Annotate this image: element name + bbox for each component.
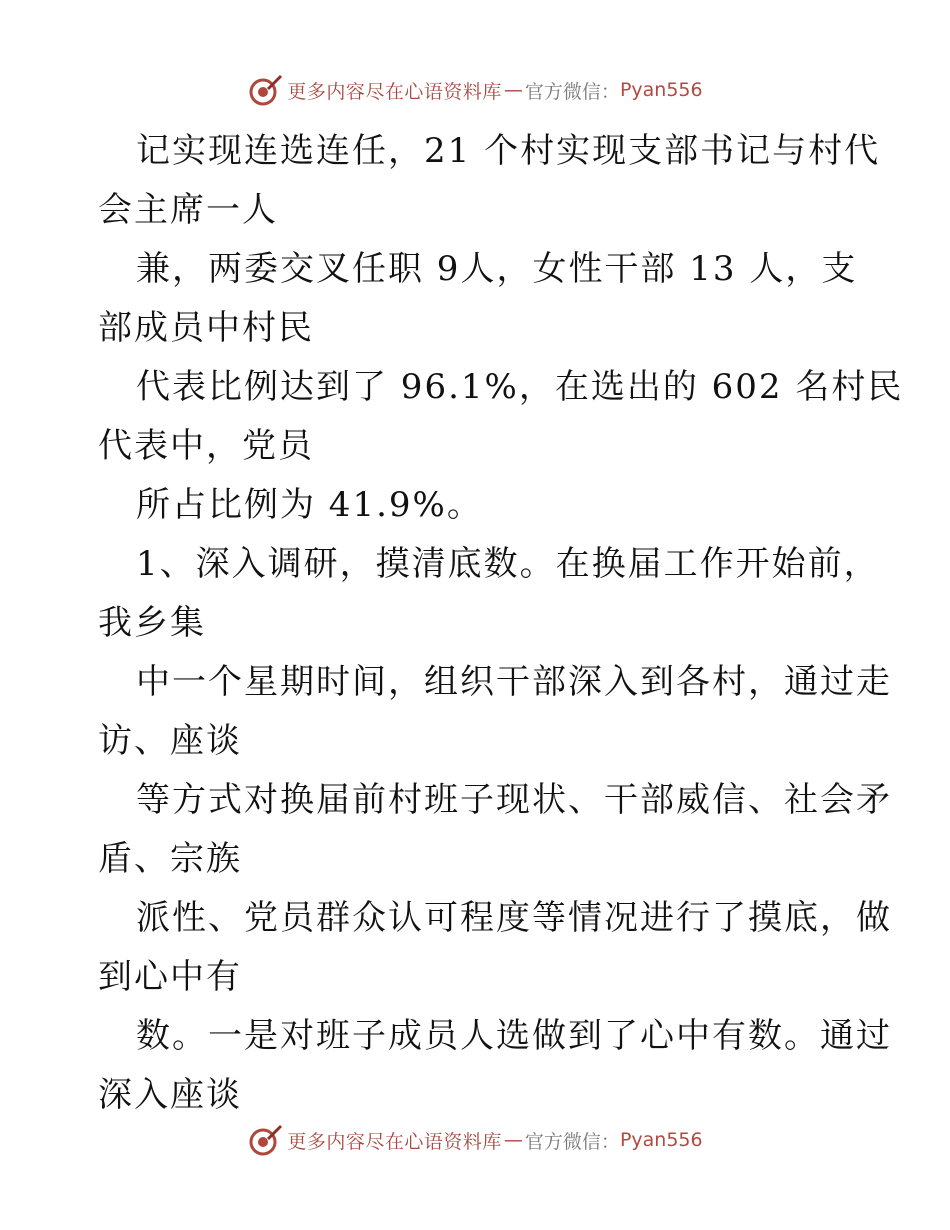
- watermark-official-label: 官方微信：: [524, 1130, 620, 1153]
- watermark-dash: —: [503, 1129, 523, 1151]
- watermark-dash: —: [503, 79, 523, 101]
- text-line: 记实现连选连任，21 个村实现支部书记与村代: [136, 131, 881, 171]
- text-line: 等方式对换届前村班子现状、干部威信、社会矛: [136, 780, 892, 820]
- text-line: 我乡集: [98, 603, 206, 643]
- watermark-wechat-id: Pyan556: [619, 79, 703, 101]
- text-line: 1、深入调研，摸清底数。在换届工作开始前，: [136, 544, 880, 584]
- brush-logo-icon: [247, 72, 283, 108]
- brush-logo-icon: [247, 1122, 283, 1158]
- document-body: [98, 122, 904, 1125]
- text-line: 代表比例达到了 96.1%，在选出的 602 名村民: [136, 367, 904, 407]
- text-line: 数。一是对班子成员人选做到了心中有数。通过: [136, 1016, 892, 1056]
- watermark-official-label: 官方微信：: [524, 80, 620, 103]
- watermark-site-text: 更多内容尽在心语资料库: [287, 80, 502, 103]
- text-line: 所占比例为 41.9%。: [136, 485, 483, 525]
- header-watermark: [0, 70, 950, 110]
- text-line: 兼，两委交叉任职 9人，女性干部 13 人，支: [136, 249, 858, 289]
- text-line: 深入座谈: [98, 1075, 242, 1115]
- watermark-site-text: 更多内容尽在心语资料库: [287, 1130, 502, 1153]
- text-line: 派性、党员群众认可程度等情况进行了摸底，做: [136, 898, 892, 938]
- text-line: 盾、宗族: [98, 839, 242, 879]
- footer-watermark: [0, 1120, 950, 1160]
- text-line: 访、座谈: [98, 721, 242, 761]
- text-line: 到心中有: [98, 957, 242, 997]
- text-line: 中一个星期时间，组织干部深入到各村，通过走: [136, 662, 892, 702]
- watermark-wechat-id: Pyan556: [619, 1129, 703, 1151]
- text-line: 代表中，党员: [98, 426, 314, 466]
- text-line: 部成员中村民: [98, 308, 314, 348]
- text-line: 会主席一人: [98, 190, 278, 230]
